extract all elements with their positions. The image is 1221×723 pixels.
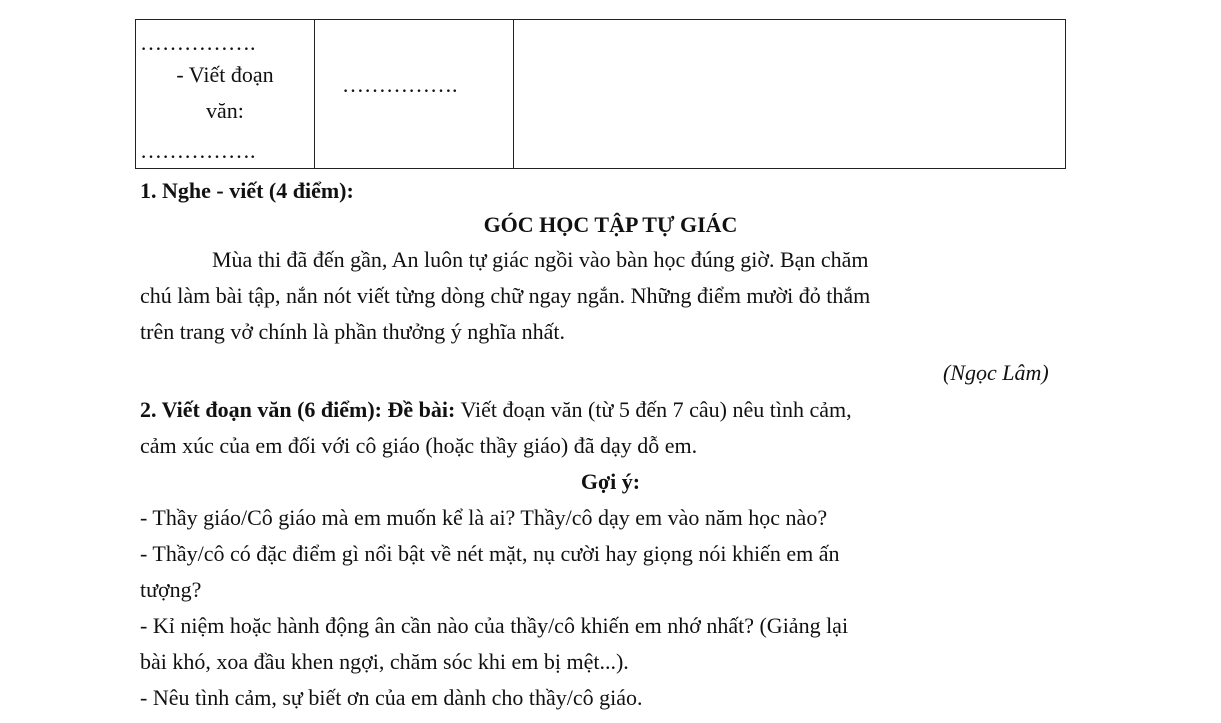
prompt-label: Đề bài: [387,397,456,422]
hint-item: bài khó, xoa đầu khen ngợi, chăm sóc khi em bị mệt...). [140,649,629,674]
hint-title: Gợi ý: [580,469,641,494]
prompt-line [140,395,852,425]
section-heading: 2. Viết đoạn văn (6 điểm): [140,397,382,422]
hint-item: - Thầy/cô có đặc điểm gì nổi bật về nét mặt, nụ cười hay giọng nói khiến em ấn [140,541,840,566]
table-divider [314,20,315,168]
cell-label-line: văn: [206,98,244,123]
table-cell-dots: ……………. [342,72,458,97]
answer-table [135,19,1066,169]
hint-item: tượng? [140,577,202,602]
hint-item: - Nêu tình cảm, sự biết ơn của em dành cho thầy/cô giáo. [140,685,643,710]
hint-item: - Kỉ niệm hoặc hành động ân cần nào của thầy/cô khiến em nhớ nhất? (Giảng lại [140,613,849,638]
passage-line: trên trang vở chính là phần thưởng ý nghĩa nhất. [140,319,565,344]
passage-line: chú làm bài tập, nắn nót viết từng dòng chữ ngay ngắn. Những điểm mười đỏ thắm [140,283,871,308]
passage-author: (Ngọc Lâm) [943,360,1049,385]
passage-line: Mùa thi đã đến gần, An luôn tự giác ngồi vào bàn học đúng giờ. Bạn chăm [212,247,869,272]
section-heading: 1. Nghe - viết (4 điểm): [140,178,354,203]
passage-title: GÓC HỌC TẬP TỰ GIÁC [483,212,738,237]
table-divider [513,20,514,168]
dotted-line: ……………. [140,30,256,55]
hint-item: - Thầy giáo/Cô giáo mà em muốn kể là ai? Thầy/cô dạy em vào năm học nào? [140,505,828,530]
prompt-line: cảm xúc của em đối với cô giáo (hoặc thầy giáo) đã dạy dỗ em. [140,433,698,458]
prompt-text: Viết đoạn văn (từ 5 đến 7 câu) nêu tình cảm, [460,397,852,422]
dotted-line: ……………. [140,138,256,163]
cell-label-line: - Viết đoạn [176,62,274,87]
